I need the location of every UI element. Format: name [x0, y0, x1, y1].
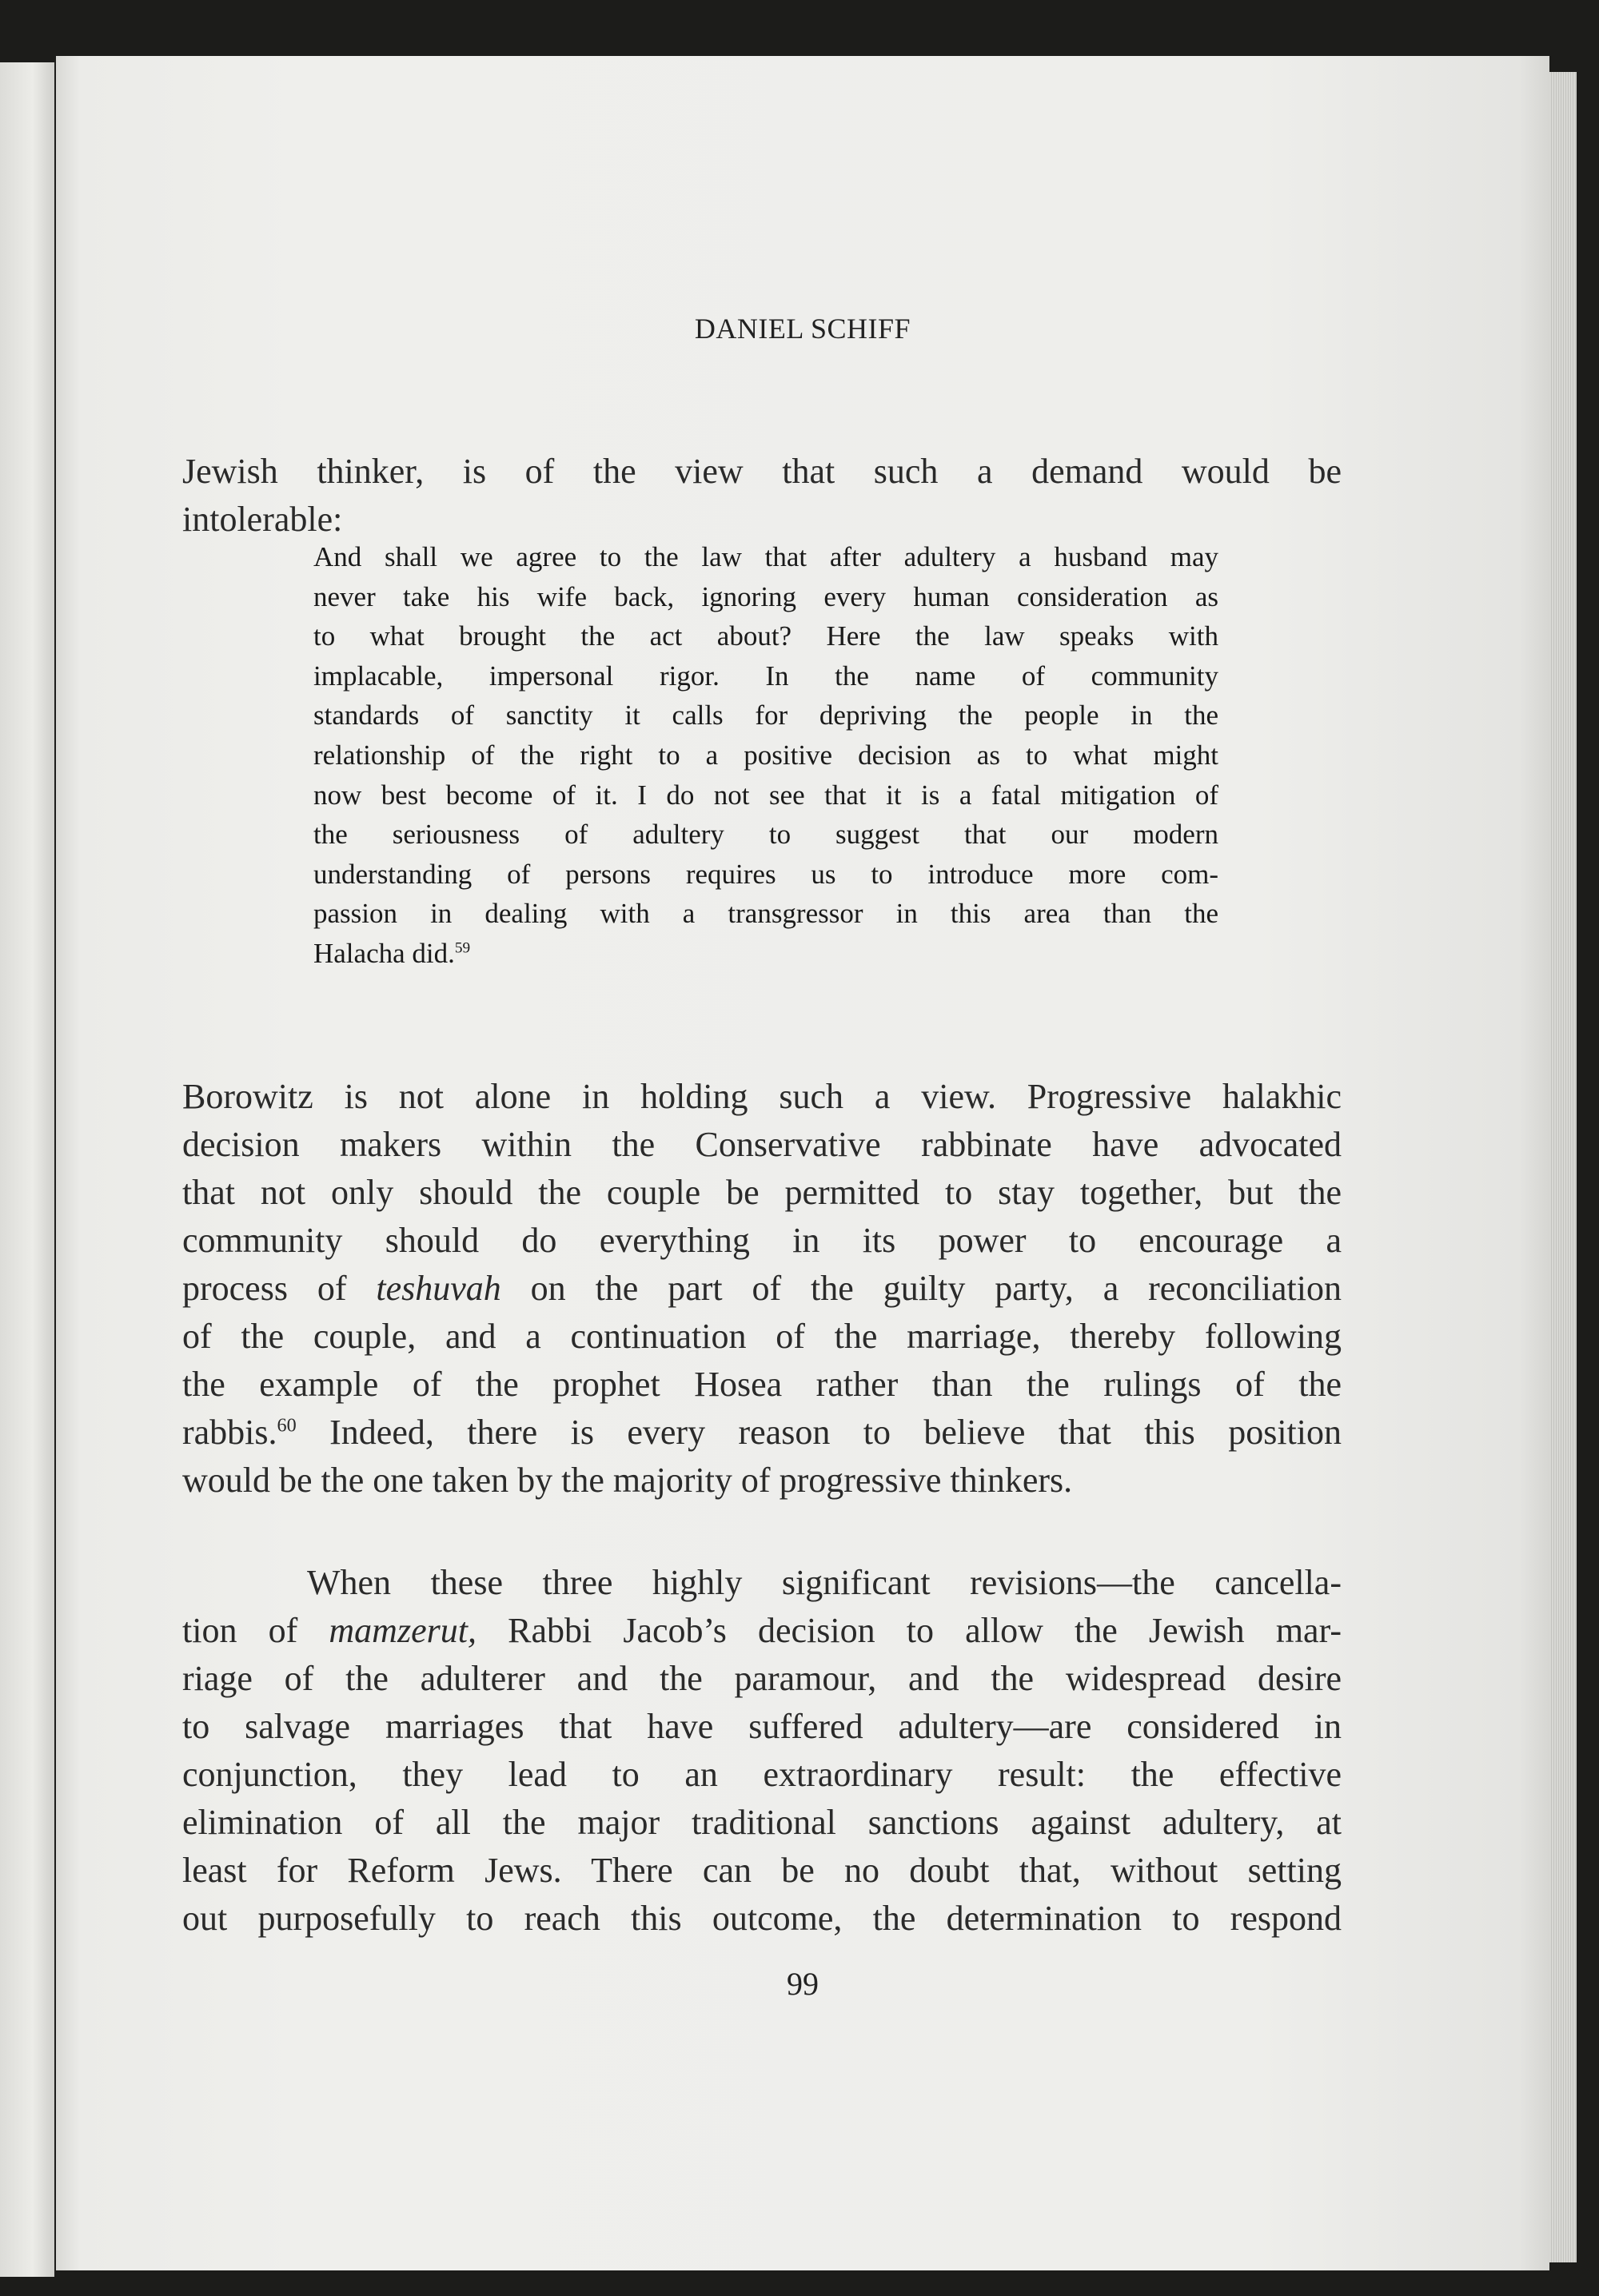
para-line: riage of the adulterer and the paramour, and the widespread desire [182, 1659, 1342, 1698]
para-line: out purposefully to reach this outcome, the determination to respond [182, 1899, 1342, 1938]
text-run: Indeed, there is every reason to believe that this position [296, 1413, 1342, 1452]
quote-line: now best become of it. I do not see that it is a fatal mitigation of [313, 779, 1218, 811]
para-line: of the couple, and a continuation of the marriage, thereby following [182, 1317, 1342, 1356]
para-line: that not only should the couple be permitted to stay together, but the [182, 1173, 1342, 1212]
quote-line: And shall we agree to the law that after adultery a husband may [313, 541, 1218, 572]
running-head: DANIEL SCHIFF [694, 313, 911, 345]
text-run: rabbis. [182, 1413, 277, 1452]
para-line: least for Reform Jews. There can be no doubt that, without setting [182, 1851, 1342, 1890]
quote-line: relationship of the right to a positive decision as to what might [313, 739, 1218, 771]
para-line: elimination of all the major traditional sanctions against adultery, at [182, 1803, 1342, 1842]
para-line [182, 1265, 1342, 1313]
intro-line: Jewish thinker, is of the view that such a demand would be [182, 452, 1342, 491]
para-line: conjunction, they lead to an extraordinary result: the effective [182, 1755, 1342, 1794]
quote-line: understanding of persons requires us to introduce more com- [313, 858, 1218, 890]
page-number: 99 [787, 1966, 819, 2002]
quote-line: never take his wife back, ignoring every human consideration as [313, 580, 1218, 612]
footnote-marker-60: 60 [277, 1414, 297, 1437]
para-line: to salvage marriages that have suffered adultery—are considered in [182, 1707, 1342, 1746]
italic-term-teshuvah: teshuvah [376, 1269, 501, 1308]
intro-paragraph [182, 448, 1342, 544]
quote-line: passion in dealing with a transgressor in this area than the [313, 898, 1218, 930]
para-line: would be the one taken by the majority of progressive thinkers. [182, 1461, 1073, 1500]
text-run: process of [182, 1269, 377, 1308]
quote-line-last [313, 934, 1218, 974]
para-line: community should do everything in its power to encourage a [182, 1221, 1342, 1260]
para-line [182, 1409, 1342, 1457]
facing-page-edge [0, 62, 54, 2277]
quote-line: the seriousness of adultery to suggest that our modern [313, 819, 1218, 851]
quote-line: standards of sanctity it calls for depriving the people in the [313, 700, 1218, 731]
italic-term-mamzerut: mamzerut, [329, 1611, 477, 1650]
quote-line: implacable, impersonal rigor. In the name of community [313, 660, 1218, 692]
text-run: Rabbi Jacob’s decision to allow the Jewish mar- [476, 1611, 1342, 1650]
intro-line: intolerable: [182, 500, 343, 539]
para-line: Borowitz is not alone in holding such a view. Progressive halakhic [182, 1077, 1342, 1116]
para-line [182, 1607, 1342, 1655]
quote-line: Halacha did. [313, 937, 455, 969]
book-page [56, 56, 1549, 2270]
paragraph-revisions [182, 1559, 1342, 1943]
text-run: tion of [182, 1611, 329, 1650]
text-run: on the part of the guilty party, a reconciliation [500, 1269, 1342, 1308]
block-quote [313, 537, 1218, 974]
para-line: decision makers within the Conservative rabbinate have advocated [182, 1125, 1342, 1164]
para-line: When these three highly significant revisions—the cancella- [307, 1563, 1342, 1602]
paragraph-borowitz [182, 1073, 1342, 1505]
page-stack-edge [1549, 72, 1577, 2262]
para-line: the example of the prophet Hosea rather than the rulings of the [182, 1365, 1342, 1404]
footnote-marker-59: 59 [454, 939, 471, 957]
quote-line: to what brought the act about? Here the law speaks with [313, 620, 1218, 652]
